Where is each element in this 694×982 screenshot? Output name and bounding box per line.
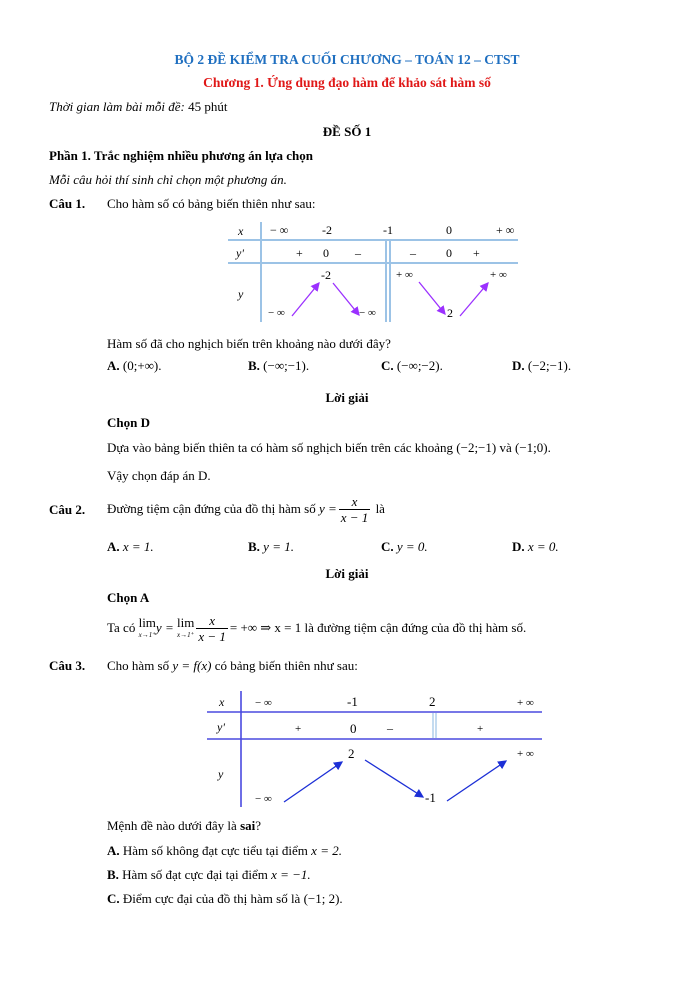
q3-row-x: x	[219, 695, 225, 709]
option-letter: B.	[248, 358, 260, 373]
q1-arrow-down	[419, 282, 445, 314]
q3-dy-sign: +	[295, 723, 302, 735]
option-text: x = 1.	[122, 539, 154, 554]
q1-y-value: 2	[447, 306, 453, 320]
option-letter: C.	[107, 891, 120, 906]
q2-lim-1	[139, 617, 156, 641]
q1-option-d[interactable]	[512, 358, 571, 374]
q1-stem: Cho hàm số có bảng biến thiên như sau:	[107, 196, 316, 211]
q3-x-value: 2	[429, 694, 436, 709]
q2-stem	[107, 490, 385, 528]
q3-label: Câu 3.	[49, 658, 86, 673]
option-text: y = 0.	[396, 539, 428, 554]
q2-lim-2	[177, 617, 194, 641]
q3-x-value: − ∞	[255, 697, 272, 709]
q2-label: Câu 2.	[49, 502, 86, 517]
q1-option-b[interactable]	[248, 358, 309, 374]
q1-y-value: -2	[321, 268, 331, 282]
option-text: Điểm cực đại của đồ thị hàm số là	[122, 891, 301, 906]
q1-conj: và	[499, 440, 512, 455]
option-letter: C.	[381, 539, 394, 554]
q3-question	[107, 818, 261, 834]
q1-arrow-up	[460, 283, 488, 316]
q3-x-value: + ∞	[517, 697, 534, 709]
q1-y-value: + ∞	[490, 269, 507, 281]
q3-y-value: -1	[425, 790, 436, 805]
option-letter: B.	[248, 539, 260, 554]
q3-y-value: 2	[348, 746, 355, 761]
lim-sub: x→1⁺	[176, 631, 195, 640]
q2-option-b[interactable]	[248, 539, 294, 555]
q2-stem-suffix: là	[375, 501, 385, 516]
part1-heading: Phần 1. Trắc nghiệm nhiều phương án lựa chọn	[49, 148, 313, 163]
q2-choice: Chọn A	[107, 590, 150, 605]
option-text: (−2;−1).	[527, 358, 572, 373]
option-text: Hàm số không đạt cực tiểu tại điểm	[122, 843, 308, 858]
exam-number: ĐỀ SỐ 1	[322, 124, 372, 139]
q3-question-bold: sai	[240, 818, 256, 833]
q3-y-value: − ∞	[255, 793, 272, 805]
q1-y-value: − ∞	[359, 307, 376, 319]
option-letter: A.	[107, 358, 120, 373]
q1-variation-table	[228, 220, 524, 325]
q2-sol-prefix: Ta có	[107, 620, 136, 635]
q3-arrow-down	[365, 760, 423, 797]
q2-option-a[interactable]	[107, 539, 154, 555]
q1-dy-sign: –	[410, 246, 416, 260]
q3-option-a[interactable]	[107, 843, 342, 859]
part1-instruction: Mỗi câu hỏi thí sinh chỉ chọn một phương án.	[49, 172, 287, 187]
option-math: x = −1.	[271, 867, 311, 882]
q2-fraction	[339, 495, 371, 525]
q1-row-dy: y'	[236, 246, 244, 260]
q1-interval-1: (−2;−1)	[456, 440, 497, 455]
q2-sol-num: x	[209, 613, 215, 629]
q1-interval-2: (−1;0)	[515, 440, 548, 455]
option-math: (−1; 2).	[303, 891, 343, 906]
q1-explanation	[107, 440, 551, 456]
q2-frac-num: x	[351, 494, 358, 510]
option-text: (0;+∞).	[122, 358, 162, 373]
q3-y-value: + ∞	[517, 748, 534, 760]
q1-x-value: − ∞	[270, 223, 289, 237]
q3-func: y = f(x)	[172, 658, 212, 673]
q1-dy-sign: 0	[446, 246, 452, 260]
option-letter: C.	[381, 358, 394, 373]
option-math: x = 2.	[311, 843, 342, 858]
q2-frac-den: x − 1	[340, 510, 369, 526]
q1-explanation-text: Dựa vào bảng biến thiên ta có hàm số nghịch biến trên các khoảng	[107, 440, 454, 455]
q1-y-value: + ∞	[396, 269, 413, 281]
q3-row-dy: y'	[217, 720, 225, 734]
option-text: (−∞;−2).	[396, 358, 443, 373]
q2-option-c[interactable]	[381, 539, 428, 555]
option-letter: B.	[107, 867, 119, 882]
q3-stem-prefix: Cho hàm số	[107, 658, 170, 673]
q2-sol-result: = +∞ ⇒ x = 1	[229, 620, 302, 635]
q2-func-lhs: y =	[318, 501, 337, 516]
q1-choice: Chọn D	[107, 415, 150, 430]
q1-row-x: x	[238, 224, 244, 238]
q3-option-b[interactable]	[107, 867, 311, 883]
q1-dy-sign: +	[296, 246, 303, 260]
q1-period: .	[547, 440, 551, 455]
lim-word: lim	[176, 615, 195, 631]
q3-option-c[interactable]	[107, 891, 343, 907]
time-label: Thời gian làm bài mỗi đề:	[49, 99, 185, 114]
q3-x-value: -1	[347, 694, 358, 709]
q3-stem-suffix: có bảng biến thiên như sau:	[214, 658, 358, 673]
q3-dy-sign: –	[387, 721, 393, 735]
q2-sol-fraction	[196, 614, 228, 644]
option-text: y = 1.	[263, 539, 294, 554]
q1-conclusion: Vậy chọn đáp án D.	[107, 468, 211, 483]
q3-question-suffix: ?	[255, 818, 262, 833]
q2-sol-den: x − 1	[198, 629, 226, 645]
q3-stem	[107, 658, 358, 674]
time-value: 45 phút	[188, 99, 228, 114]
option-letter: A.	[107, 539, 120, 554]
document-title: BỘ 2 ĐỀ KIỂM TRA CUỐI CHƯƠNG – TOÁN 12 – CTST	[174, 52, 520, 67]
q3-question-prefix: Mệnh đề nào dưới đây là	[107, 818, 237, 833]
q1-option-c[interactable]	[381, 358, 443, 374]
option-text: (−∞;−1).	[263, 358, 310, 373]
q3-dy-sign: +	[477, 723, 484, 735]
q2-solution	[107, 610, 526, 646]
q1-dy-sign: 0	[323, 246, 329, 260]
q1-solution-heading: Lời giải	[325, 390, 369, 405]
option-letter: D.	[512, 539, 525, 554]
lim-sub: x→1⁺	[138, 631, 156, 640]
q1-x-value: + ∞	[496, 223, 515, 237]
time-limit	[49, 99, 227, 115]
q1-option-a[interactable]	[107, 358, 162, 374]
q3-variation-table	[207, 689, 552, 809]
q2-sol-y: y =	[155, 620, 174, 635]
q1-question: Hàm số đã cho nghịch biến trên khoảng nào dưới đây?	[107, 336, 391, 351]
q2-sol-suffix: là đường tiệm cận đứng của đồ thị hàm số.	[304, 620, 527, 635]
q2-solution-heading: Lời giải	[325, 566, 369, 581]
q1-dy-sign: +	[473, 246, 480, 260]
option-text: x = 0.	[527, 539, 559, 554]
q1-x-value: 0	[446, 223, 452, 237]
q3-dy-sign: 0	[350, 721, 357, 736]
q1-y-value: − ∞	[268, 307, 285, 319]
q2-stem-text: Đường tiệm cận đứng của đồ thị hàm số	[107, 501, 316, 516]
q1-arrow-up	[292, 283, 319, 316]
q1-row-y: y	[238, 287, 244, 301]
lim-word: lim	[138, 615, 156, 631]
option-text: Hàm số đạt cực đại tại điểm	[122, 867, 268, 882]
q2-option-d[interactable]	[512, 539, 559, 555]
q1-label: Câu 1.	[49, 196, 86, 211]
q3-row-y: y	[218, 767, 224, 781]
option-letter: A.	[107, 843, 120, 858]
q1-x-value: -2	[322, 223, 332, 237]
q3-arrow-up	[447, 761, 506, 801]
chapter-title: Chương 1. Ứng dụng đạo hàm để khảo sát hàm số	[203, 75, 491, 90]
q1-dy-sign: –	[355, 246, 361, 260]
q3-arrow-up	[284, 762, 342, 802]
q1-x-value: -1	[383, 223, 393, 237]
option-letter: D.	[512, 358, 525, 373]
q1-arrow-down	[333, 283, 359, 315]
